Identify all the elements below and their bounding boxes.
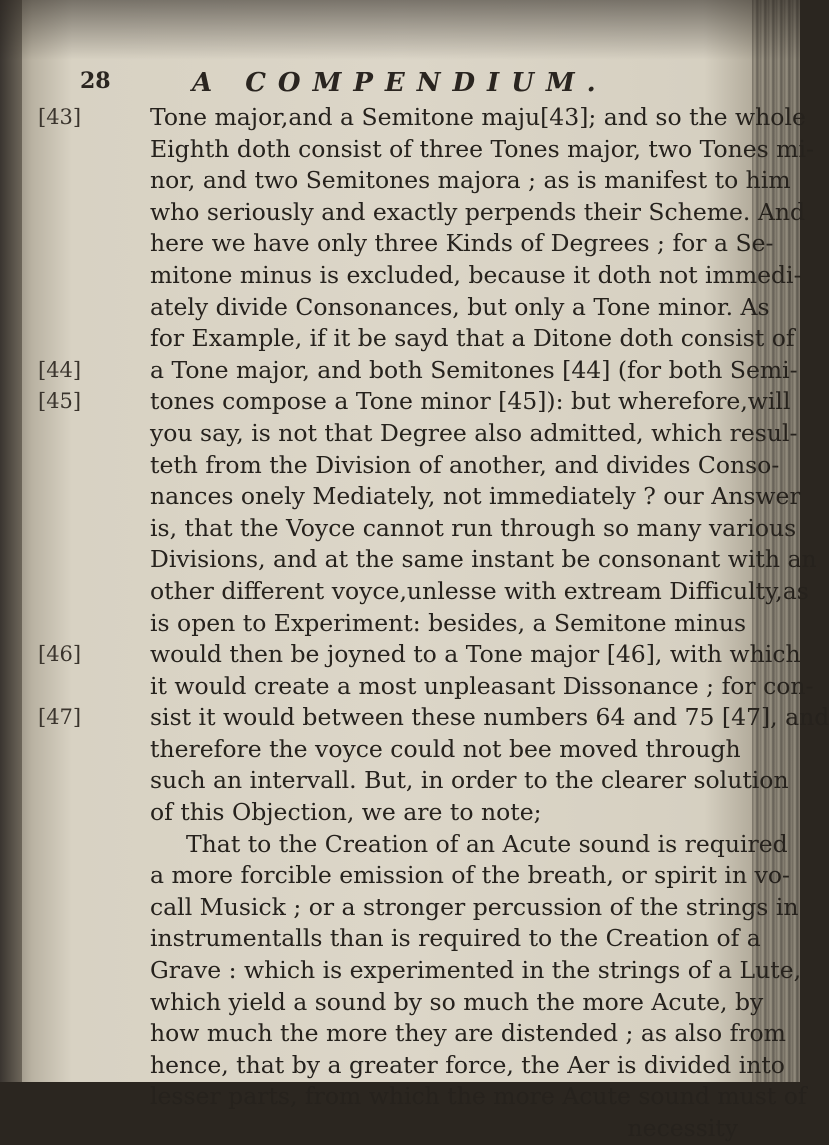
text-line [150,892,799,924]
line-text: is open to Experiment: besides, a Semitone minus [150,608,747,637]
text-line [38,386,791,418]
line-text: therefore the voyce could not bee moved through [150,734,741,763]
text-line [150,576,809,608]
text-line [150,450,778,482]
line-text: mitone minus is excluded, because it doth not immedi- [150,260,802,289]
line-text: how much the more they are distended ; as also from [150,1019,786,1048]
text-line [150,608,778,640]
margin-note: [44] [38,357,82,382]
line-text: who seriously and exactly perpends their Scheme. And [150,197,806,226]
line-text: is, that the Voyce cannot run through so many various [150,513,797,542]
text-line [150,671,814,703]
line-text: tones compose a Tone minor [45]): but wherefore,will [150,387,791,416]
line-text: Grave : which is experimented in the strings of a Lute, [150,956,802,985]
margin-note: [46] [38,642,82,667]
text-line [150,197,806,229]
line-text: nor, and two Semitones majora ; as is manifest to him [150,166,791,195]
text-line [150,323,795,355]
catchword [150,1113,778,1145]
text-line [38,702,829,734]
text-line [150,1018,786,1050]
line-text: of this Objection, we are to note; [150,798,542,827]
binding-gutter [0,0,22,1082]
line-text: a Tone major, and both Semitones [44] (for both Semi- [150,355,798,384]
line-text: it would create a most unpleasant Dissonance ; for con- [150,671,814,700]
top-shadow [0,0,800,60]
line-text: That to the Creation of an Acute sound is required [186,829,788,858]
line-text: which yield a sound by so much the more Acute, by [150,987,764,1016]
text-line [150,734,778,766]
line-text: call Musick ; or a stronger percussion of the strings in [150,892,799,921]
running-title: A COMPENDIUM. [192,68,608,98]
page-header [80,68,720,102]
line-text: Divisions, and at the same instant be consonant with an [150,545,817,574]
line-text: Eighth doth consist of three Tones major, two Tones mi- [150,134,814,163]
body-text [38,102,829,1145]
line-text: sist it would between these numbers 64 and 75 [47], and [150,703,829,732]
line-text: hence, that by a greater force, the Aer is divided into [150,1050,785,1079]
text-line [150,829,788,861]
text-line [38,639,801,671]
text-line [150,765,789,797]
text-line [38,355,798,387]
line-text: instrumentalls than is required to the Creation of a [150,924,761,953]
text-line [150,797,778,829]
line-text: necessity [627,1114,738,1142]
line-text: a more forcible emission of the breath, or spirit in vo- [150,861,790,890]
text-line [150,1050,785,1082]
line-text: nances onely Mediately, not immediately ? our Answer [150,482,801,511]
text-line [150,923,778,955]
line-text: you say, is not that Degree also admitted, which resul- [150,418,798,447]
line-text: such an intervall. But, in order to the clearer solution [150,766,789,795]
line-text: here we have only three Kinds of Degrees ; for a Se- [150,229,774,258]
text-line [150,481,801,513]
text-line [150,1081,807,1113]
line-text: other different voyce,unlesse with extream Difficulty,as [150,576,809,605]
text-line [150,165,791,197]
line-text: lesser parts, from which the more Acute sound must of [150,1082,807,1111]
text-line [150,955,802,987]
text-line [150,260,802,292]
page-number: 28 [80,68,111,94]
text-line [38,102,806,134]
text-line [150,987,778,1019]
text-line [150,860,790,892]
margin-note: [45] [38,389,82,414]
text-line [150,134,814,166]
line-text: teth from the Division of another, and divides Conso- [150,450,780,479]
line-text: Tone major,and a Semitone maju[43]; and so the whole [150,103,806,131]
text-line [150,513,797,545]
text-line [150,228,778,260]
text-line [150,292,778,324]
line-text: would then be joyned to a Tone major [46], with which [150,640,801,669]
text-line [150,544,817,576]
text-line [150,418,798,450]
line-text: for Example, if it be sayd that a Ditone doth consist of [150,324,795,353]
line-text: ately divide Consonances, but only a Tone minor. As [150,292,770,321]
margin-note: [47] [38,705,82,730]
margin-note: [43] [38,105,82,129]
